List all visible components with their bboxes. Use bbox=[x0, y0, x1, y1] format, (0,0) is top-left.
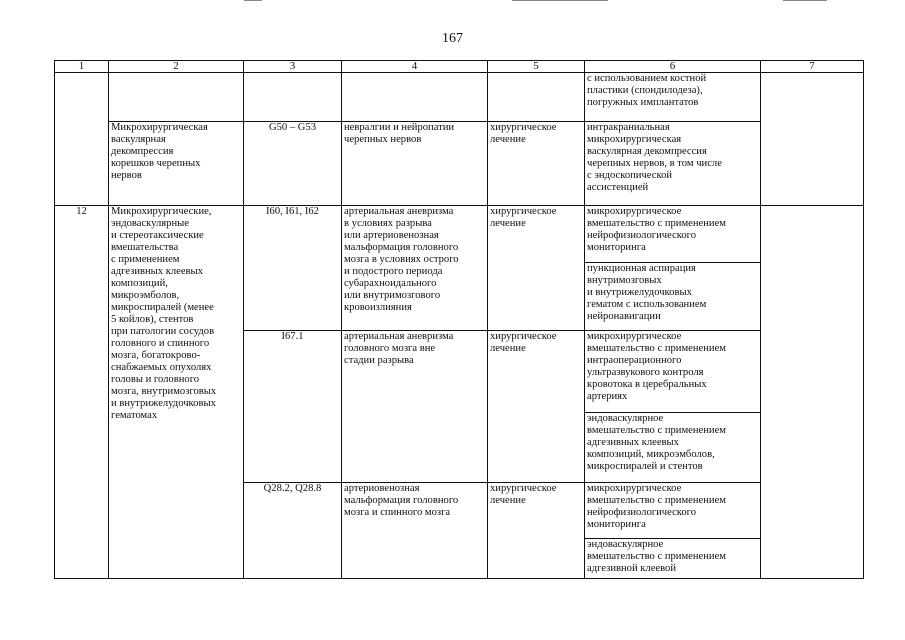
row-number-cell bbox=[55, 73, 109, 206]
procedures-table bbox=[54, 60, 864, 579]
treatment-method-cell: интракраниальная микрохирургическая васкулярная декомпрессия черепных нервов, в том числе с эндоскопической ассистенцией bbox=[585, 122, 761, 206]
icd-code-cell: Q28.2, Q28.8 bbox=[244, 483, 342, 579]
table-row bbox=[55, 206, 864, 263]
icd-code-cell: I60, I61, I62 bbox=[244, 206, 342, 331]
icd-code-cell bbox=[244, 73, 342, 122]
column-number: 4 bbox=[342, 61, 488, 73]
icd-code-cell: I67.1 bbox=[244, 331, 342, 483]
treatment-type-cell bbox=[488, 73, 585, 122]
treatment-type-cell: хирургическое лечение bbox=[488, 331, 585, 483]
icd-code-cell: G50 – G53 bbox=[244, 122, 342, 206]
treatment-type-cell: хирургическое лечение bbox=[488, 483, 585, 579]
treatment-method-cell: эндоваскулярное вмешательство с применением адгезивных клеевых композиций, микроэмболов, микроспиралей и стентов bbox=[585, 413, 761, 483]
treatment-method-cell: микрохирургическое вмешательство с применением нейрофизиологического мониторинга bbox=[585, 483, 761, 539]
table-row bbox=[55, 73, 864, 122]
column-7-cell bbox=[761, 73, 864, 206]
page-number: 167 bbox=[442, 31, 463, 46]
treatment-method-cell: микрохирургическое вмешательство с применением нейрофизиологического мониторинга bbox=[585, 206, 761, 263]
column-number: 1 bbox=[55, 61, 109, 73]
treatment-method-cell: эндоваскулярное вмешательство с применением адгезивной клеевой bbox=[585, 539, 761, 579]
row-number-cell: 12 bbox=[55, 206, 109, 579]
treatment-type-cell: хирургическое лечение bbox=[488, 206, 585, 331]
column-number: 5 bbox=[488, 61, 585, 73]
patient-model-cell: невралгии и нейропатии черепных нервов bbox=[342, 122, 488, 206]
patient-model-cell bbox=[342, 73, 488, 122]
column-number: 7 bbox=[761, 61, 864, 73]
column-number: 3 bbox=[244, 61, 342, 73]
scan-edge-line-left bbox=[244, 0, 262, 1]
treatment-method-cell: микрохирургическое вмешательство с применением интраоперационного ультразвукового контроля кровотока в церебральных артериях bbox=[585, 331, 761, 413]
patient-model-cell: артериальная аневризма головного мозга вне стадии разрыва bbox=[342, 331, 488, 483]
scan-edge-line-center bbox=[512, 0, 608, 1]
scan-edge-line-right bbox=[783, 0, 827, 1]
column-number: 6 bbox=[585, 61, 761, 73]
column-number: 2 bbox=[109, 61, 244, 73]
treatment-type-cell: хирургическое лечение bbox=[488, 122, 585, 206]
treatment-method-cell: пункционная аспирация внутримозговых и внутрижелудочковых гематом с использованием нейронавигации bbox=[585, 263, 761, 331]
patient-model-cell: артериовенозная мальформация головного мозга и спинного мозга bbox=[342, 483, 488, 579]
column-number-row bbox=[55, 61, 864, 73]
treatment-method-cell: с использованием костной пластики (спондилодеза), погружных имплантатов bbox=[585, 73, 761, 122]
column-7-cell bbox=[761, 206, 864, 579]
table-row bbox=[55, 122, 864, 206]
procedure-name-cell: Микрохирургическая васкулярная декомпрессия корешков черепных нервов bbox=[109, 122, 244, 206]
patient-model-cell: артериальная аневризма в условиях разрыва или артериовенозная мальформация головного мозга в условиях острого и подострого периода субарахноидального или внутримозгового кровоизлияния bbox=[342, 206, 488, 331]
procedure-name-cell bbox=[109, 73, 244, 122]
procedure-name-cell: Микрохирургические, эндоваскулярные и стереотаксические вмешательства с применением адгезивных клеевых композиций, микроэмболов, микроспиралей (менее 5 койлов), стентов при патологии сосудов головного и спинного мозга, богатокрово- снабжаемых опухолях головы и головного мозга, внутримозговых и внутрижелудочковых гематомах bbox=[109, 206, 244, 579]
